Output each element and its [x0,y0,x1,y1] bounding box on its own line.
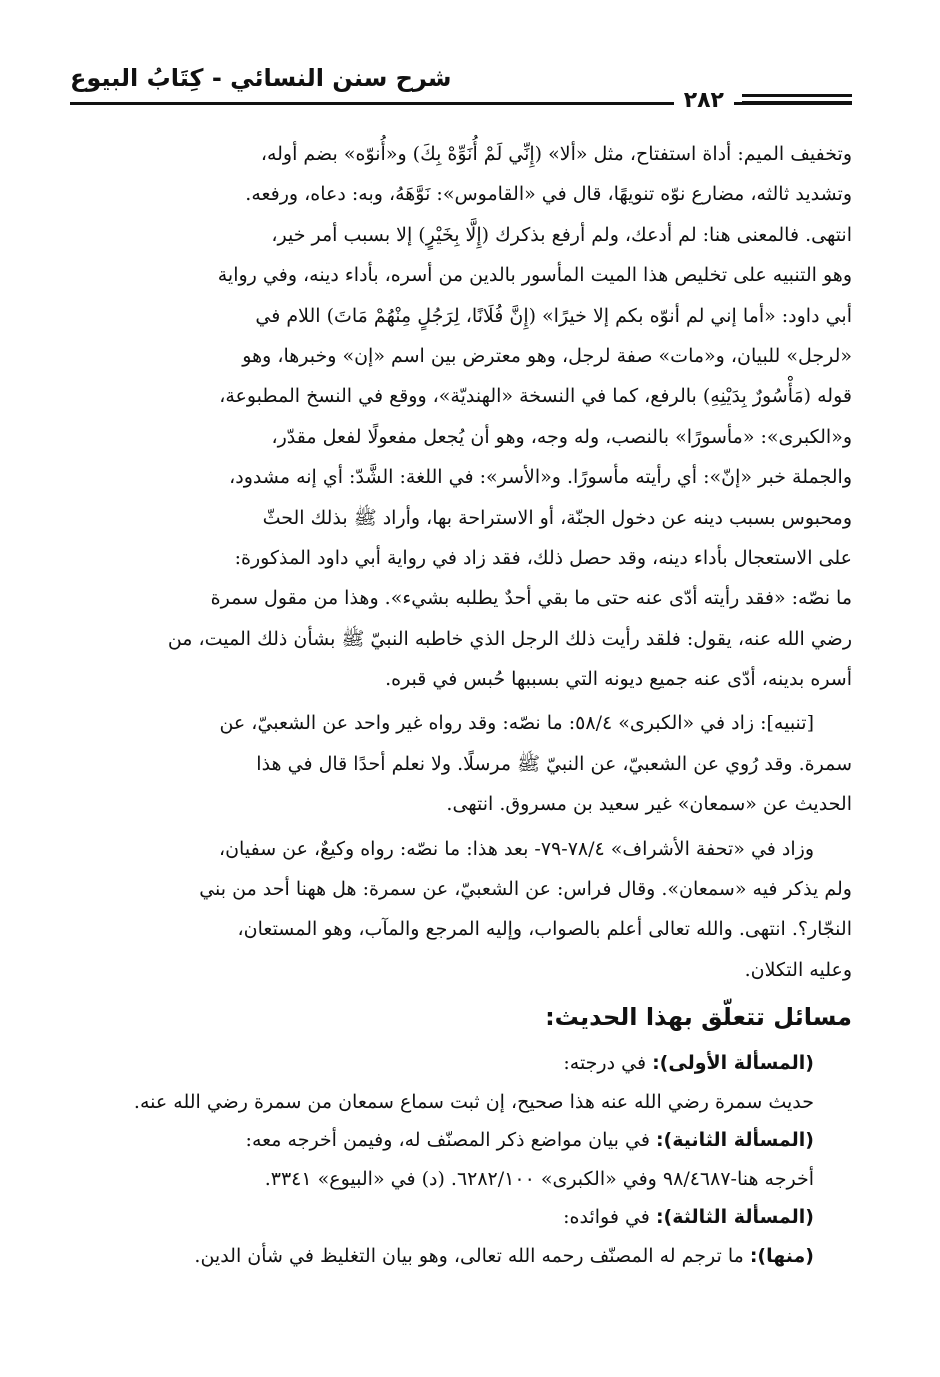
page-content [80,134,852,1275]
text-line: وتشديد ثالثه، مضارع نوّه تنويهًا، قال في «القاموس»: نَوَّهَهُ، وبه: دعاه، ورفعه. [245,183,852,206]
zad-paragraph [80,829,852,991]
text-line: وهو التنبيه على تخليص هذا الميت المأسور بالدين من أسره، بأداء دينه، وفي رواية [217,264,852,287]
commentary-paragraph [80,134,852,699]
issue-body: أخرجه هنا-٩٨/٤٦٨٧ وفي «الكبرى» ٦٢٨٢/١٠٠. (د) في «البيوع» ٣٣٤١. [264,1167,814,1190]
section-heading: مسائل تتعلّق بهذا الحديث: [545,1003,852,1032]
header-title: شرح سنن النسائي - كِتَابُ البيوع [70,64,452,92]
benefit-item [80,1237,852,1276]
text-line: النجّار؟. انتهى. والله تعالى أعلم بالصواب، وإليه المرجع والمآب، وهو المستعان، [237,918,852,941]
text-line: وتخفيف الميم: أداة استفتاح، مثل «ألا» (إِنِّي لَمْ أُنَوِّهْ بِكَ) و«أُنوّه» بضم أوله، [260,143,852,165]
issue-text: في فوائده: [563,1206,650,1229]
benefit-text: ما ترجم له المصنّف رحمه الله تعالى، وهو بيان التغليظ في شأن الدين. [194,1244,744,1267]
header-rule [70,102,852,105]
text-line: أبي داود: «أما إني لم أنوّه بكم إلا خيرًا» (إِنَّ فُلَانًا، لِرَجُلٍ مِنْهُمْ مَاتَ) اللام في [255,304,852,327]
issue-third [80,1198,852,1237]
issue-text: في درجته: [563,1052,647,1075]
issue-second [80,1121,852,1160]
text-line: قوله (مَأْسُورٌ بِدَيْنِهِ) بالرفع، كما في النسخة «الهنديّة»، ووقع في النسخ المطبوعة، [219,385,852,408]
text-line: ومحبوس بسبب دينه عن دخول الجنّة، أو الاستراحة بها، وأراد ﷺ بذلك الحثّ [262,506,852,529]
issue-body: حديث سمرة رضي الله عنه هذا صحيح، إن ثبت سماع سمعان من سمرة رضي الله عنه. [133,1090,814,1113]
text-line: رضي الله عنه، يقول: فلقد رأيت ذلك الرجل الذي خاطبه النبيّ ﷺ بشأن ذلك الميت، من [167,627,852,650]
issue-text: في بيان مواضع ذكر المصنّف له، وفيمن أخرجه معه: [245,1129,650,1152]
text-line: الحديث عن «سمعان» غير سعيد بن مسروق. انتهى. [446,793,852,816]
text-line: ما نصّه: «فقد رأيته أدّى عنه حتى ما بقي أحدٌ يطلبه بشيء». وهذا من مقول سمرة [210,587,852,610]
running-header [70,58,852,113]
text-line: وزاد في «تحفة الأشراف» ٧٨/٤-٧٩- بعد هذا: ما نصّه: رواه وكيعٌ، عن سفيان، [218,837,814,860]
text-line: ولم يذكر فيه «سمعان». وقال فراس: عن الشعبيّ، عن سمرة: هل ههنا أحد من بني [199,878,852,901]
issue-label: (المسألة الثالثة): [655,1206,814,1229]
text-line: وعليه التكلان. [744,958,852,981]
page-number-ornament [742,94,852,108]
text-line: [تنبيه]: زاد في «الكبرى» ٥٨/٤: ما نصّه: وقد رواه غير واحد عن الشعبيّ، عن [219,712,814,735]
text-line: على الاستعجال بأداء دينه، وقد حصل ذلك، فقد زاد في رواية أبي داود المذكورة: [234,546,852,569]
text-line: «لرجل» للبيان، و«مات» صفة لرجل، وهو معترض بين اسم «إن» وخبرها، وهو [242,344,852,367]
issue-label: (المسألة الثانية): [655,1129,814,1152]
tanbih-paragraph [80,703,852,824]
issue-first [80,1044,852,1083]
text-line: والجملة خبر «إنّ»: أي رأيته مأسورًا. و«الأسر»: في اللغة: الشَّدّ: أي إنه مشدود، [229,466,852,489]
text-line: و«الكبرى»: «مأسورًا» بالنصب، وله وجه، وهو أن يُجعل مفعولًا لفعل مقدّر، [271,425,852,448]
text-line: سمرة. وقد رُوي عن الشعبيّ، عن النبيّ ﷺ مرسلًا. ولا نعلم أحدًا قال في هذا [256,752,852,775]
text-line: انتهى. فالمعنى هنا: لم أدعك، ولم أرفع بذكرك (إِلَّا بِخَيْرٍ) إلا بسبب أمر خير، [271,223,852,246]
issue-label: (المسألة الأولى): [652,1052,814,1075]
benefit-label: (منها): [749,1244,814,1267]
page-number: ٢٨٢ [674,88,734,114]
text-line: أسره بدينه، أدّى عنه جميع ديونه التي بسببها حُبس في قبره. [385,668,852,691]
